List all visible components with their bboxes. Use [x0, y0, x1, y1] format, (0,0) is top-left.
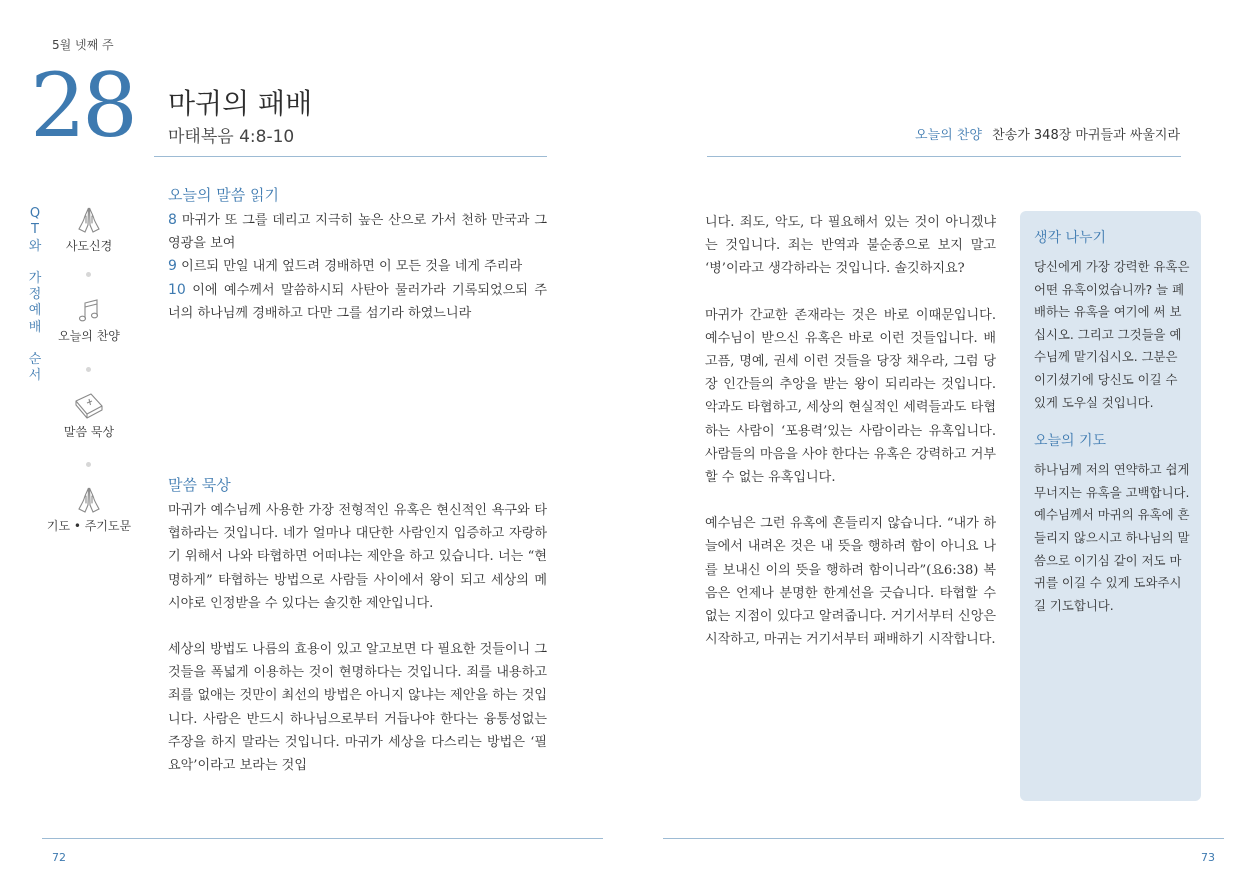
nav-prayer [44, 485, 134, 534]
nav-separator-dot [86, 367, 91, 372]
verse-text: 이에 예수께서 말씀하시되 사탄아 물러가라 기록되었으되 주 너의 하나님께 경배하고 다만 그를 섬기라 하였느니라 [168, 282, 547, 321]
verse [168, 209, 547, 325]
verse-number: 8 [168, 212, 177, 228]
nav-separator-dot [86, 272, 91, 277]
qt-char: T [31, 222, 39, 238]
praying-hands-icon [74, 205, 104, 235]
share-text: 당신에게 가장 강력한 유혹은 어떤 유혹이었습니까? 늘 폐배하는 유혹을 여기에 써 보십시오. 그리고 그것들을 예수님께 맡기십시오. 그분은 이기셨기에 당신도 이길 수 있게 도우실 것입니다. [1034, 259, 1190, 410]
reading-heading: 오늘의 말씀 읽기 [168, 186, 279, 204]
paragraph: 마귀가 예수님께 사용한 가장 전형적인 유혹은 현신적인 욕구와 타협하라는 것입니다. 네가 얼마나 대단한 사람인지 입증하고 자랑하기 위해서 나와 타협하면 어떠냐는 제안을 하고 있습니다. 너는 “현명하게” 타협하는 방법으로 사람들 사이에서 왕이 되고 세상의 메시야로 인정받을 수 있다는 솔깃한 제안입니다. [168, 503, 547, 611]
hymn-title: 찬송가 348장 마귀들과 싸울지라 [992, 128, 1180, 143]
qt-char: 와 [28, 238, 42, 254]
scripture-reference: 마태복음 4:8-10 [168, 127, 295, 147]
nav-meditation [44, 391, 134, 440]
music-note-icon [74, 297, 104, 325]
todays-hymn [915, 124, 1180, 143]
verse-number: 10 [168, 281, 186, 298]
page-title: 마귀의 패배 [168, 87, 313, 120]
hymn-label: 오늘의 찬양 [915, 128, 982, 143]
paragraph: 니다. 죄도, 악도, 다 필요해서 있는 것이 아니겠냐는 것입니다. 죄는 반역과 불순종으로 보지 말고 ‘병’이라고 생각하라는 것입니다. 솔깃하지요? [705, 215, 996, 277]
qt-char: 가 [28, 270, 42, 286]
praying-hands-icon [74, 485, 104, 515]
meditation-right [705, 211, 996, 651]
nav-label: 오늘의 찬양 [58, 329, 120, 343]
nav-label: 사도신경 [65, 239, 113, 253]
verse-number: 9 [168, 258, 177, 275]
meditation-heading: 말씀 묵상 [168, 476, 231, 494]
qt-char: 서 [28, 368, 42, 383]
qt-char: 배 [28, 319, 42, 335]
nav-separator-dot [86, 462, 91, 467]
page-number-left: 72 [52, 851, 66, 864]
footer-rule-right [663, 838, 1224, 839]
paragraph: 마귀가 간교한 존재라는 것은 바로 이때문입니다. 예수님이 받으신 유혹은 바로 이런 것들입니다. 배고픔, 명예, 권세 이런 것들을 당장 채우라, 그럼 당장 인간들의 추앙을 받는 왕이 되리라는 것입니다. 악과도 타협하고, 세상의 현실적인 세력들과도 타협하는 사람이 ‘포용력’있는 사람이라는 유혹입니다. 사람들의 마음을 사야 한다는 유혹은 강력하고 거부할 수 없는 유혹입니다. [705, 307, 996, 486]
day-number: 28 [30, 54, 134, 157]
qt-char: Q [29, 206, 41, 221]
nav-label: 기도 • 주기도문 [46, 519, 132, 533]
reading-verses [168, 209, 547, 325]
bible-icon [73, 391, 105, 421]
prayer-text: 하나님께 저의 연약하고 쉽게 무너지는 유혹을 고백합니다. 예수님께서 마귀의 유혹에 흔들리지 않으시고 하나님의 말씀으로 이기심 같이 저도 마귀를 이길 수 있게 도와주시길 기도합니다. [1034, 462, 1190, 613]
header-rule-right [707, 156, 1181, 157]
meditation-left [168, 499, 547, 777]
qt-char: 순 [28, 351, 42, 367]
week-label: 5월 넷째 주 [52, 38, 114, 52]
paragraph: 예수님은 그런 유혹에 흔들리지 않습니다. “내가 하늘에서 내려온 것은 내 뜻을 행하려 함이 아니요 나를 보내신 이의 뜻을 행하려 함이니라”(요6:38) 복음은 언제나 분명한 한계선을 긋습니다. 타협할 수 없는 지점이 있다고 알려줍니다. 거기서부터 신앙은 시작하고, 마귀는 거기서부터 패배하기 시작합니다. [705, 516, 996, 648]
prayer-heading: 오늘의 기도 [1034, 433, 1107, 450]
qt-char: 정 [28, 287, 42, 302]
verse-text: 마귀가 또 그를 데리고 지극히 높은 산으로 가서 천하 만국과 그 영광을 보여 [168, 213, 547, 252]
nav-label: 말씀 묵상 [63, 425, 115, 439]
nav-apostles-creed [44, 205, 134, 254]
paragraph: 세상의 방법도 나름의 효용이 있고 알고보면 다 필요한 것들이니 그것들을 폭넓게 이용하는 것이 현명하다는 것입니다. 죄를 내용하고 죄를 없애는 것만이 최선의 방법은 아니지 않냐는 제안을 하는 것입니다. 사람은 반드시 하나님으로부터 거듭나야 한다는 융통성없는 주장을 하지 말라는 것입니다. 마귀가 세상을 다스리는 방법은 ‘필요악’이라고 보라는 것입 [168, 642, 547, 774]
reflection-sidebar [1020, 211, 1201, 801]
share-heading: 생각 나누기 [1034, 230, 1107, 246]
nav-todays-hymn [44, 297, 134, 344]
header-rule-left [154, 156, 547, 157]
verse-text: 이르되 만일 내게 엎드려 경배하면 이 모든 것을 네게 주리라 [176, 259, 523, 275]
footer-rule-left [42, 838, 603, 839]
page-number-right: 73 [1201, 851, 1215, 864]
qt-vertical-label [28, 206, 42, 384]
qt-char: 예 [28, 303, 42, 319]
